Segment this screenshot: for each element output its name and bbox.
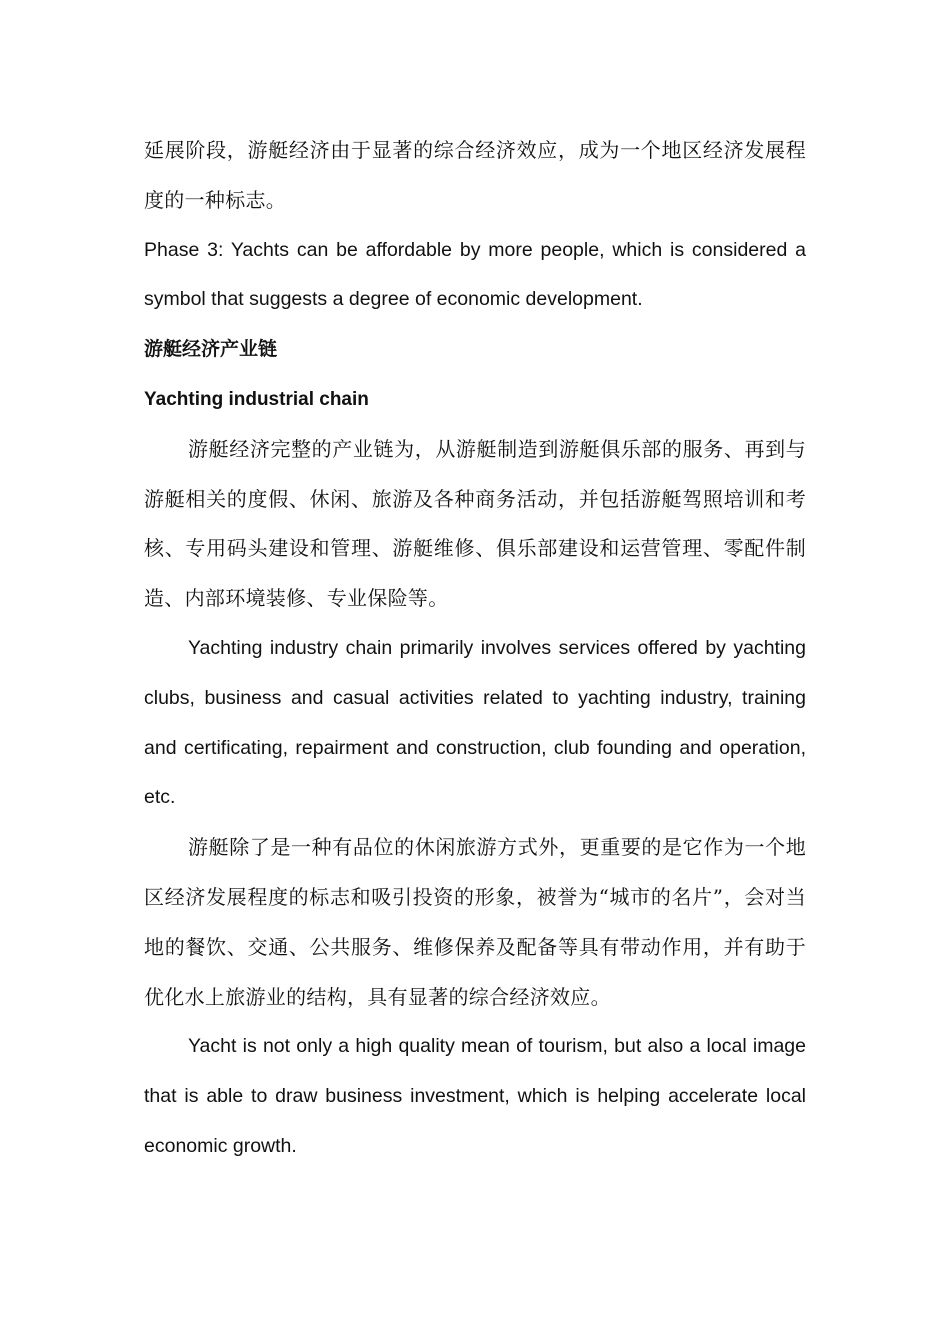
section-heading-en: Yachting industrial chain	[144, 388, 369, 410]
paragraph-cn-continued: 延展阶段，游艇经济由于显著的综合经济效应，成为一个地区经济发展程度的一种标志。	[144, 138, 806, 212]
paragraph-en-city-image: Yacht is not only a high quality mean of tourism, but also a local image that is able to draw business investment, which is helping accelerate local economic growth.	[144, 1035, 806, 1157]
paragraph-cn-industry-chain: 游艇经济完整的产业链为，从游艇制造到游艇俱乐部的服务、再到与游艇相关的度假、休闲、旅游及各种商务活动，并包括游艇驾照培训和考核、专用码头建设和管理、游艇维修、俱乐部建设和运营管理、零配件制造、内部环境装修、专业保险等。	[144, 436, 806, 611]
paragraph-en-phase-3: Phase 3: Yachts can be affordable by more people, which is considered a symbol that suggests a degree of economic development.	[144, 238, 806, 311]
document-body	[144, 126, 806, 1172]
paragraph-cn-city-image: 游艇除了是一种有品位的休闲旅游方式外，更重要的是它作为一个地区经济发展程度的标志和吸引投资的形象，被誉为“城市的名片”，会对当地的餐饮、交通、公共服务、维修保养及配备等具有带动作用，并有助于优化水上旅游业的结构，具有显著的综合经济效应。	[144, 835, 806, 1009]
paragraph-en-industry-chain: Yachting industry chain primarily involves services offered by yachting clubs, business and casual activities related to yachting industry, training and certificating, repairment and construction, club founding and operation, etc.	[144, 636, 806, 809]
section-heading-cn: 游艇经济产业链	[144, 338, 278, 361]
